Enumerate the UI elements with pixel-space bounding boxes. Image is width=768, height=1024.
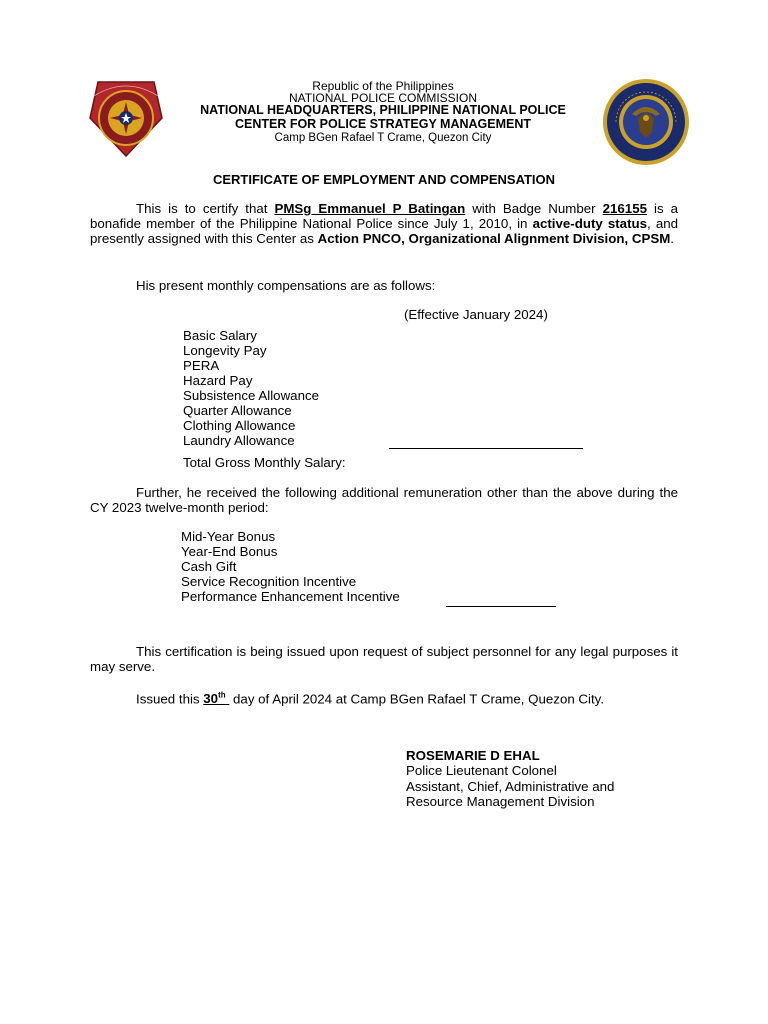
additional-label: Cash Gift [181,559,237,574]
total-label: Total Gross Monthly Salary: [183,455,346,470]
duty-status: active-duty status [532,216,648,231]
intro-paragraph: This is to certify that PMSg Emmanuel P Batingan with Badge Number 216155 is a bonafide member of the Philippine National Police since July 1, 2010, in active-duty status, and presently assigned with this Center as Action PNCO, Organizational Alignment Division, CPSM. [90,201,679,246]
signatory-title-1: Assistant, Chief, Administrative and [406,779,615,794]
issued-paragraph: Issued this 30th day of April 2024 at Camp BGen Rafael T Crame, Quezon City. [136,691,605,707]
compensation-total-rule [389,448,583,449]
further-paragraph: Further, he received the following additional remuneration other than the above during the CY 2023 twelve-month period: [90,485,678,515]
compensation-label: Quarter Allowance [183,403,292,418]
signatory-title-2: Resource Management Division [406,794,595,809]
employee-name: PMSg Emmanuel P Batingan [274,201,466,216]
purpose-paragraph: This certification is being issued upon request of subject personnel for any legal purposes it may serve. [90,644,678,674]
document-title: CERTIFICATE OF EMPLOYMENT AND COMPENSATION [212,172,556,187]
header-republic: Republic of the Philippines [312,79,454,93]
compensation-label: Basic Salary [183,328,257,343]
compensation-label: Hazard Pay [183,373,253,388]
signatory-rank: Police Lieutenant Colonel [406,763,557,778]
effective-date: (Effective January 2024) [404,307,548,322]
assignment: Action PNCO, Organizational Alignment Division, CPSM [317,231,671,246]
additional-total-rule [446,606,556,607]
compensation-label: Clothing Allowance [183,418,296,433]
header-address: Camp BGen Rafael T Crame, Quezon City [274,132,492,144]
header-commission: NATIONAL POLICE COMMISSION [288,91,478,105]
issued-day: 30th [203,691,226,707]
header-center: CENTER FOR POLICE STRATEGY MANAGEMENT [234,117,532,131]
signatory-name: ROSEMARIE D EHAL [406,748,540,763]
compensation-label: Longevity Pay [183,343,267,358]
additional-label: Performance Enhancement Incentive [181,589,400,604]
additional-label: Mid-Year Bonus [181,529,276,544]
header-national-hq: NATIONAL HEADQUARTERS, PHILIPPINE NATIONAL POLICE [200,103,566,117]
additional-label: Service Recognition Incentive [181,574,357,589]
compensation-label: PERA [183,358,220,373]
compensation-label: Laundry Allowance [183,433,295,448]
compensation-intro: His present monthly compensations are as follows: [136,278,436,293]
compensation-label: Subsistence Allowance [183,388,320,403]
badge-number: 216155 [602,201,647,216]
additional-label: Year-End Bonus [181,544,278,559]
